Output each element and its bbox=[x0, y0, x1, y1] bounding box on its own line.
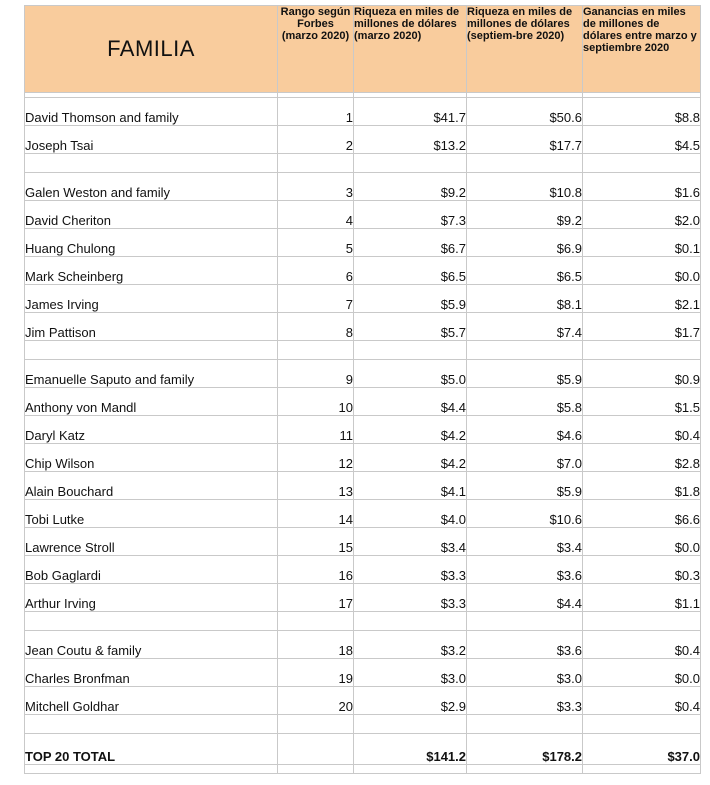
gain-cell: $0.4 bbox=[583, 687, 701, 715]
table-row bbox=[25, 584, 701, 612]
gain-cell: $0.0 bbox=[583, 659, 701, 687]
family-name-cell: Arthur Irving bbox=[25, 584, 278, 612]
wealth-march-cell: $3.2 bbox=[354, 631, 467, 659]
rank-cell: 19 bbox=[278, 659, 354, 687]
gain-cell: $2.0 bbox=[583, 201, 701, 229]
rank-cell: 9 bbox=[278, 360, 354, 388]
rank-cell: 8 bbox=[278, 313, 354, 341]
group-gap-row bbox=[25, 154, 701, 173]
table-row bbox=[25, 98, 701, 126]
wealth-march-cell: $9.2 bbox=[354, 173, 467, 201]
gain-cell: $0.9 bbox=[583, 360, 701, 388]
family-name-cell: Mitchell Goldhar bbox=[25, 687, 278, 715]
wealth-sept-cell: $9.2 bbox=[467, 201, 583, 229]
wealth-sept-cell: $7.0 bbox=[467, 444, 583, 472]
wealth-sept-cell: $7.4 bbox=[467, 313, 583, 341]
table-row bbox=[25, 285, 701, 313]
wealth-march-cell: $6.5 bbox=[354, 257, 467, 285]
rank-cell: 2 bbox=[278, 126, 354, 154]
table-row bbox=[25, 556, 701, 584]
table-row bbox=[25, 416, 701, 444]
wealth-march-cell: $4.4 bbox=[354, 388, 467, 416]
wealth-march-cell: $41.7 bbox=[354, 98, 467, 126]
total-label: TOP 20 TOTAL bbox=[25, 734, 278, 765]
table-row bbox=[25, 444, 701, 472]
wealth-march-cell: $3.0 bbox=[354, 659, 467, 687]
wealth-march-cell: $7.3 bbox=[354, 201, 467, 229]
family-name-cell: James Irving bbox=[25, 285, 278, 313]
wealth-sept-cell: $5.9 bbox=[467, 472, 583, 500]
total-sept: $178.2 bbox=[467, 734, 583, 765]
header-gains: Ganancias en miles de millones de dólares entre marzo y septiembre 2020 bbox=[583, 6, 701, 93]
wealth-march-cell: $13.2 bbox=[354, 126, 467, 154]
table-row bbox=[25, 201, 701, 229]
table-row bbox=[25, 229, 701, 257]
table-row bbox=[25, 528, 701, 556]
table-row bbox=[25, 388, 701, 416]
rank-cell: 15 bbox=[278, 528, 354, 556]
family-name-cell: Jim Pattison bbox=[25, 313, 278, 341]
header-wealth-march: Riqueza en miles de millones de dólares (marzo 2020) bbox=[354, 6, 467, 93]
rank-cell: 7 bbox=[278, 285, 354, 313]
family-name-cell: Charles Bronfman bbox=[25, 659, 278, 687]
gain-cell: $0.4 bbox=[583, 416, 701, 444]
wealth-sept-cell: $17.7 bbox=[467, 126, 583, 154]
rank-cell: 17 bbox=[278, 584, 354, 612]
wealth-march-cell: $5.9 bbox=[354, 285, 467, 313]
family-name-cell: Jean Coutu & family bbox=[25, 631, 278, 659]
gain-cell: $0.3 bbox=[583, 556, 701, 584]
wealth-sept-cell: $3.4 bbox=[467, 528, 583, 556]
gain-cell: $2.8 bbox=[583, 444, 701, 472]
rank-cell: 11 bbox=[278, 416, 354, 444]
wealth-march-cell: $4.1 bbox=[354, 472, 467, 500]
header-rank: Rango según Forbes (marzo 2020) bbox=[278, 6, 354, 93]
rank-cell: 20 bbox=[278, 687, 354, 715]
table-row bbox=[25, 313, 701, 341]
group-gap-row bbox=[25, 612, 701, 631]
wealth-sept-cell: $4.4 bbox=[467, 584, 583, 612]
wealth-sept-cell: $8.1 bbox=[467, 285, 583, 313]
wealth-sept-cell: $3.6 bbox=[467, 556, 583, 584]
end-gap-row bbox=[25, 765, 701, 774]
wealth-march-cell: $4.2 bbox=[354, 416, 467, 444]
wealth-sept-cell: $3.6 bbox=[467, 631, 583, 659]
gain-cell: $0.1 bbox=[583, 229, 701, 257]
family-name-cell: Alain Bouchard bbox=[25, 472, 278, 500]
gain-cell: $6.6 bbox=[583, 500, 701, 528]
gain-cell: $1.7 bbox=[583, 313, 701, 341]
rank-cell: 6 bbox=[278, 257, 354, 285]
gain-cell: $1.8 bbox=[583, 472, 701, 500]
wealth-sept-cell: $3.0 bbox=[467, 659, 583, 687]
rank-cell: 3 bbox=[278, 173, 354, 201]
wealth-sept-cell: $3.3 bbox=[467, 687, 583, 715]
wealth-sept-cell: $5.8 bbox=[467, 388, 583, 416]
total-march: $141.2 bbox=[354, 734, 467, 765]
table-row bbox=[25, 126, 701, 154]
table-row bbox=[25, 687, 701, 715]
header-wealth-sept: Riqueza en miles de millones de dólares (septiem-bre 2020) bbox=[467, 6, 583, 93]
gain-cell: $1.1 bbox=[583, 584, 701, 612]
table-row bbox=[25, 472, 701, 500]
wealth-march-cell: $6.7 bbox=[354, 229, 467, 257]
wealth-march-cell: $5.7 bbox=[354, 313, 467, 341]
table-row bbox=[25, 173, 701, 201]
wealth-march-cell: $3.3 bbox=[354, 556, 467, 584]
family-name-cell: David Cheriton bbox=[25, 201, 278, 229]
table-row bbox=[25, 631, 701, 659]
family-name-cell: Joseph Tsai bbox=[25, 126, 278, 154]
rank-cell: 1 bbox=[278, 98, 354, 126]
gain-cell: $2.1 bbox=[583, 285, 701, 313]
table-row bbox=[25, 360, 701, 388]
family-name-cell: Tobi Lutke bbox=[25, 500, 278, 528]
gain-cell: $1.6 bbox=[583, 173, 701, 201]
group-gap-row bbox=[25, 341, 701, 360]
wealth-sept-cell: $50.6 bbox=[467, 98, 583, 126]
family-name-cell: Galen Weston and family bbox=[25, 173, 278, 201]
rank-cell: 18 bbox=[278, 631, 354, 659]
family-name-cell: Lawrence Stroll bbox=[25, 528, 278, 556]
family-name-cell: Bob Gaglardi bbox=[25, 556, 278, 584]
wealth-sept-cell: $5.9 bbox=[467, 360, 583, 388]
family-name-cell: Daryl Katz bbox=[25, 416, 278, 444]
total-row bbox=[25, 734, 701, 765]
table-row bbox=[25, 257, 701, 285]
wealth-march-cell: $3.4 bbox=[354, 528, 467, 556]
wealth-march-cell: $4.2 bbox=[354, 444, 467, 472]
family-name-cell: Anthony von Mandl bbox=[25, 388, 278, 416]
wealth-table bbox=[24, 5, 701, 774]
wealth-march-cell: $4.0 bbox=[354, 500, 467, 528]
group-gap-row bbox=[25, 715, 701, 734]
wealth-march-cell: $2.9 bbox=[354, 687, 467, 715]
wealth-sept-cell: $10.8 bbox=[467, 173, 583, 201]
family-name-cell: Chip Wilson bbox=[25, 444, 278, 472]
gain-cell: $8.8 bbox=[583, 98, 701, 126]
wealth-march-cell: $3.3 bbox=[354, 584, 467, 612]
rank-cell: 13 bbox=[278, 472, 354, 500]
wealth-sept-cell: $6.9 bbox=[467, 229, 583, 257]
gain-cell: $0.0 bbox=[583, 257, 701, 285]
gain-cell: $0.4 bbox=[583, 631, 701, 659]
rank-cell: 10 bbox=[278, 388, 354, 416]
family-name-cell: David Thomson and family bbox=[25, 98, 278, 126]
table-row bbox=[25, 500, 701, 528]
gain-cell: $4.5 bbox=[583, 126, 701, 154]
rank-cell: 14 bbox=[278, 500, 354, 528]
family-name-cell: Huang Chulong bbox=[25, 229, 278, 257]
family-name-cell: Emanuelle Saputo and family bbox=[25, 360, 278, 388]
wealth-sept-cell: $4.6 bbox=[467, 416, 583, 444]
table-row bbox=[25, 659, 701, 687]
total-gain: $37.0 bbox=[583, 734, 701, 765]
wealth-sept-cell: $6.5 bbox=[467, 257, 583, 285]
family-name-cell: Mark Scheinberg bbox=[25, 257, 278, 285]
gain-cell: $1.5 bbox=[583, 388, 701, 416]
gain-cell: $0.0 bbox=[583, 528, 701, 556]
rank-cell: 16 bbox=[278, 556, 354, 584]
header-familia: FAMILIA bbox=[25, 6, 278, 93]
wealth-march-cell: $5.0 bbox=[354, 360, 467, 388]
rank-cell: 12 bbox=[278, 444, 354, 472]
total-rank-empty bbox=[278, 734, 354, 765]
rank-cell: 4 bbox=[278, 201, 354, 229]
wealth-sept-cell: $10.6 bbox=[467, 500, 583, 528]
rank-cell: 5 bbox=[278, 229, 354, 257]
header-row bbox=[25, 6, 701, 93]
